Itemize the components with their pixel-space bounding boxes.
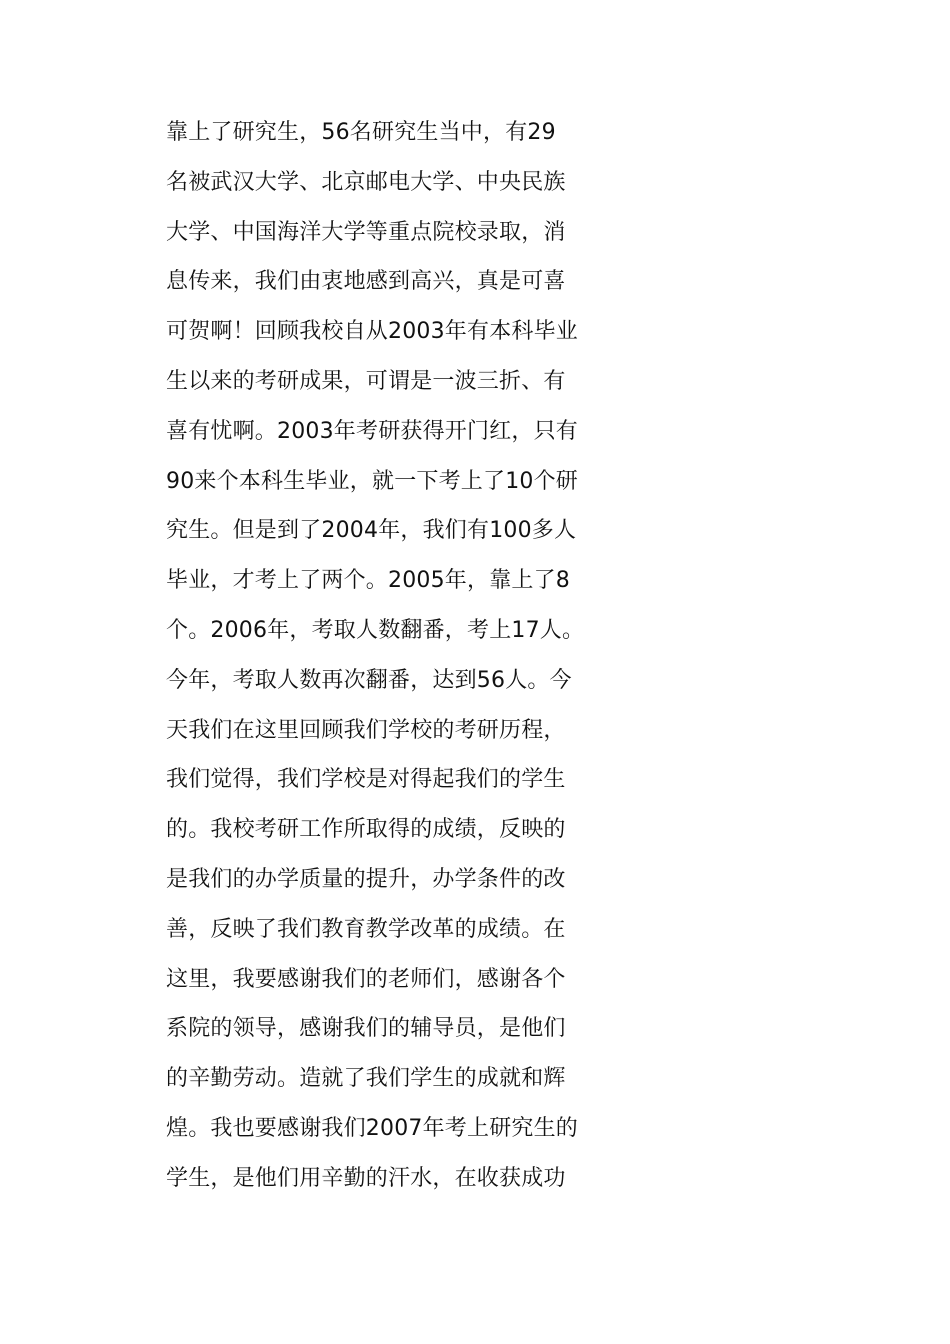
body-text — [166, 108, 586, 1204]
text-line: 名被武汉大学、北京邮电大学、中央民族 — [166, 169, 566, 195]
text-line: 息传来，我们由衷地感到高兴，真是可喜 — [166, 269, 566, 295]
text-line: 天我们在这里回顾我们学校的考研历程， — [166, 717, 566, 743]
text-line: 究生。但是到了2004年，我们有100多人 — [166, 518, 577, 544]
text-line: 这里，我要感谢我们的老师们，感谢各个 — [166, 966, 566, 992]
text-line: 90来个本科生毕业，就一下考上了10个研 — [166, 468, 578, 494]
text-line: 喜有忧啊。2003年考研获得开门红，只有 — [166, 418, 578, 444]
text-line: 今年，考取人数再次翻番，达到56人。今 — [166, 667, 572, 693]
text-line: 可贺啊！回顾我校自从2003年有本科毕业 — [166, 319, 578, 345]
text-line: 生以来的考研成果，可谓是一波三折、有 — [166, 368, 566, 394]
text-line: 靠上了研究生，56名研究生当中，有29 — [166, 120, 556, 145]
text-line: 的。我校考研工作所取得的成绩，反映的 — [166, 817, 566, 843]
text-line: 善，反映了我们教育教学改革的成绩。在 — [166, 916, 566, 942]
text-line: 毕业，才考上了两个。2005年，靠上了8 — [166, 568, 570, 594]
text-line: 学生，是他们用辛勤的汗水，在收获成功 — [166, 1165, 566, 1191]
text-line: 是我们的办学质量的提升，办学条件的改 — [166, 866, 566, 892]
text-line: 系院的领导，感谢我们的辅导员，是他们 — [166, 1016, 566, 1042]
text-line: 的辛勤劳动。造就了我们学生的成就和辉 — [166, 1066, 566, 1092]
text-line: 大学、中国海洋大学等重点院校录取，消 — [166, 219, 566, 245]
text-line: 煌。我也要感谢我们2007年考上研究生的 — [166, 1115, 578, 1141]
text-line: 个。2006年，考取人数翻番，考上17人。 — [166, 617, 585, 643]
text-line: 我们觉得，我们学校是对得起我们的学生 — [166, 767, 566, 793]
